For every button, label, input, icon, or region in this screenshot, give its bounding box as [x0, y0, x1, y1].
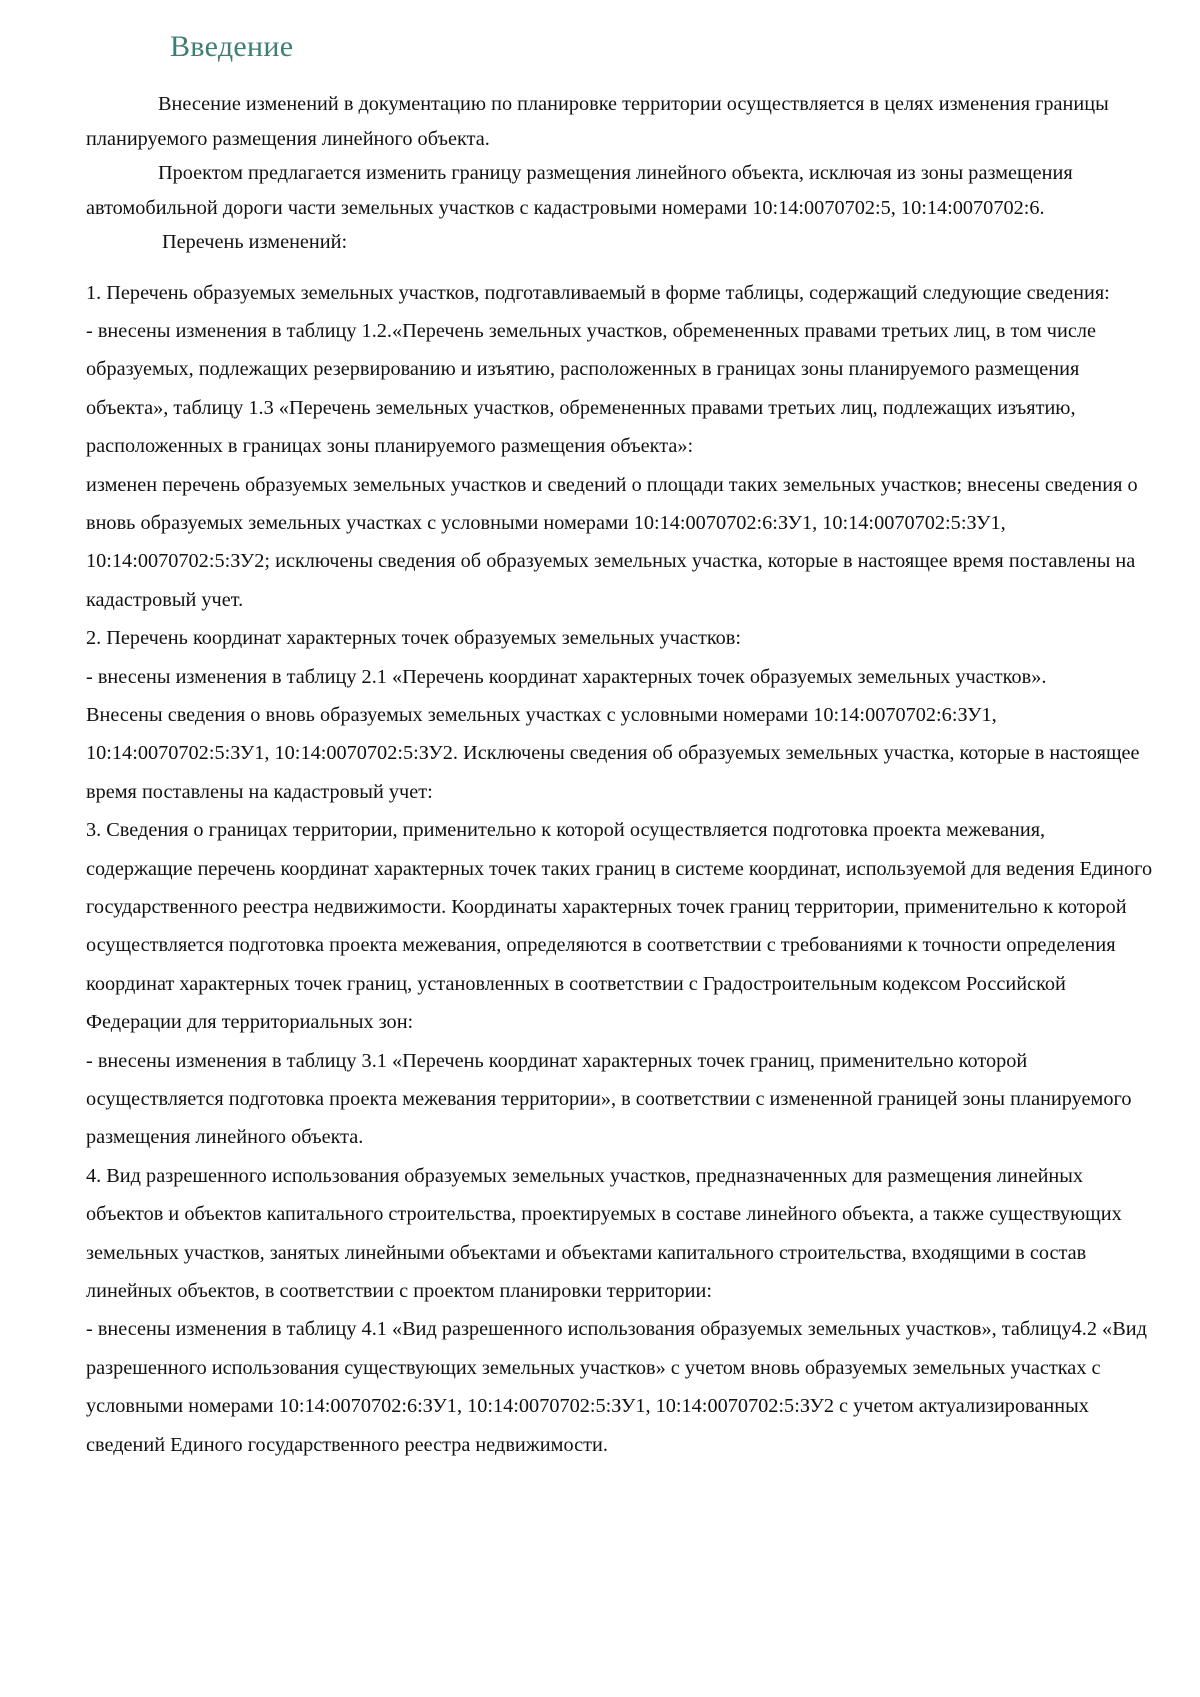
- list-item-2-change-table: - внесены изменения в таблицу 2.1 «Перечень координат характерных точек образуемых земельных участков».: [86, 665, 1047, 688]
- changes-list: [86, 274, 1156, 1465]
- list-item-1-change-tables: - внесены изменения в таблицу 1.2.«Перечень земельных участков, обремененных правами третьих лиц, в том числе образуемых, подлежащих резервированию и изъятию, расположенных в границах зоны планируемого размещения объекта», таблицу 1.3 «Перечень земельных участков, обремененных правами третьих лиц, подлежащих изъятию, расположенных в границах зоны планируемого размещения объекта»:: [86, 319, 1096, 458]
- page-title: Введение: [170, 30, 294, 63]
- list-item-2-details: Внесены сведения о вновь образуемых земельных участках с условными номерами 10:14:0070702:6:ЗУ1, 10:14:0070702:5:ЗУ1, 10:14:0070702:5:ЗУ2. Исключены сведения об образуемых земельных участка, которые в настоящее время поставлены на кадастровый учет:: [86, 703, 1140, 803]
- list-intro: Перечень изменений:: [162, 231, 348, 253]
- list-item-3: 3. Сведения о границах территории, применительно к которой осуществляется подготовка проекта межевания, содержащие перечень координат характерных точек таких границ в системе координат, используемой для ведения Единого государственного реестра недвижимости. Координаты характерных точек границ территории, применительно к которой осуществляется подготовка проекта межевания, определяются в соответствии с требованиями к точности определения координат характерных точек границ, установленных в соответствии с Градостроительным кодексом Российской Федерации для территориальных зон:: [86, 819, 1153, 1034]
- document-body: [86, 87, 1156, 1464]
- list-item-1: 1. Перечень образуемых земельных участков, подготавливаемый в форме таблицы, содержащий следующие сведения:: [86, 281, 1110, 304]
- list-item-4: 4. Вид разрешенного использования образуемых земельных участков, предназначенных для размещения линейных объектов и объектов капитального строительства, проектируемых в составе линейного объекта, а также существующих земельных участков, занятых линейными объектами и объектами капитального строительства, входящими в состав линейных объектов, в соответствии с проектом планировки территории:: [86, 1164, 1122, 1303]
- list-item-1-details: изменен перечень образуемых земельных участков и сведений о площади таких земельных участков; внесены сведения о вновь образуемых земельных участках с условными номерами 10:14:0070702:6:ЗУ1, 10:14:0070702:5:ЗУ1, 10:14:0070702:5:ЗУ2; исключены сведения об образуемых земельных участка, которые в настоящее время поставлены на кадастровый учет.: [86, 473, 1138, 611]
- list-item-4-change-tables: - внесены изменения в таблицу 4.1 «Вид разрешенного использования образуемых земельных участков», таблицу4.2 «Вид разрешенного использования существующих земельных участков» с учетом вновь образуемых земельных участках с условными номерами 10:14:0070702:6:ЗУ1, 10:14:0070702:5:ЗУ1, 10:14:0070702:5:ЗУ2 с учетом актуализированных сведений Единого государственного реестра недвижимости.: [86, 1318, 1147, 1456]
- list-item-3-change-table: - внесены изменения в таблицу 3.1 «Перечень координат характерных точек границ, применительно которой осуществляется подготовка проекта межевания территории», в соответствии с измененной границей зоны планируемого размещения линейного объекта.: [86, 1049, 1132, 1149]
- list-item-2: 2. Перечень координат характерных точек образуемых земельных участков:: [86, 627, 742, 650]
- intro-paragraph-1: Внесение изменений в документацию по планировке территории осуществляется в целях изменения границы планируемого размещения линейного объекта.: [86, 93, 1109, 150]
- intro-paragraph-2: Проектом предлагается изменить границу размещения линейного объекта, исключая из зоны размещения автомобильной дороги части земельных участков с кадастровыми номерами 10:14:0070702:5, 10:14:0070702:6.: [86, 162, 1073, 219]
